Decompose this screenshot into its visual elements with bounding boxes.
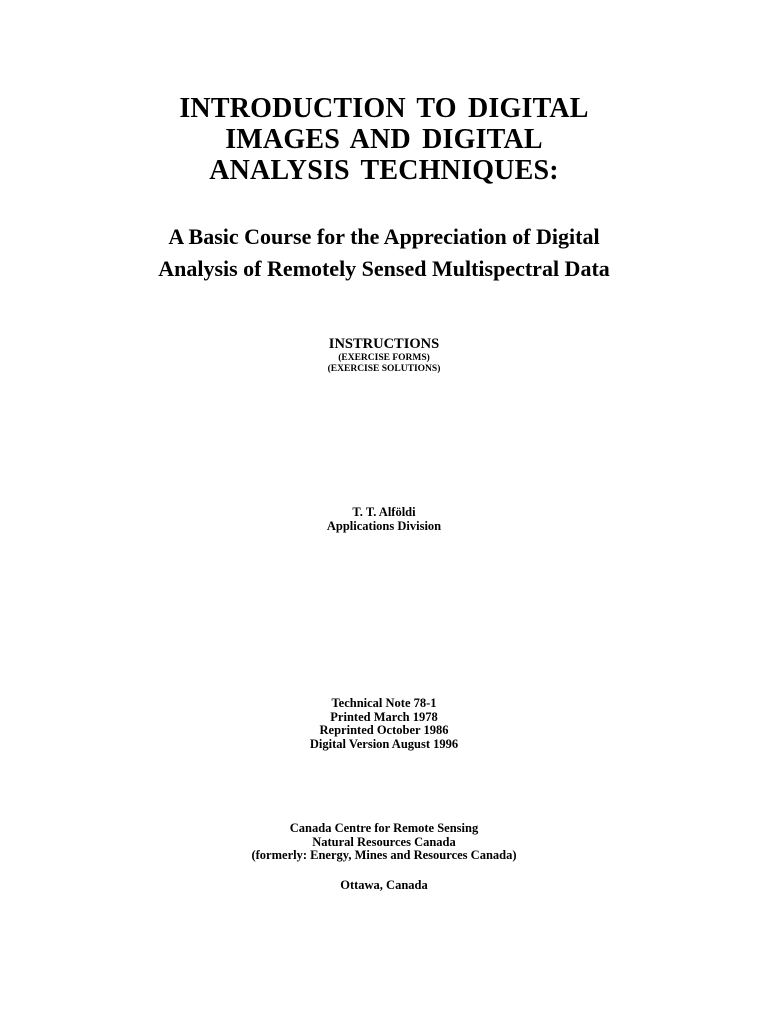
instructions-item: (EXERCISE SOLUTIONS): [327, 364, 441, 374]
author-division: Applications Division: [326, 519, 442, 533]
title-line: IMAGES AND DIGITAL: [225, 124, 543, 155]
subtitle-line: Analysis of Remotely Sensed Multispectral Data: [158, 256, 610, 281]
location-text: Ottawa, Canada: [340, 878, 428, 892]
author-block: [0, 505, 768, 533]
publication-line: Printed March 1978: [330, 709, 438, 724]
publication-line: Reprinted October 1986: [319, 723, 449, 737]
organization-line: Canada Centre for Remote Sensing: [289, 821, 479, 835]
publication-line: Technical Note 78-1: [331, 696, 437, 710]
instructions-item: (EXERCISE FORMS): [338, 353, 430, 363]
document-subtitle: [0, 221, 768, 285]
title-line: ANALYSIS TECHNIQUES:: [209, 155, 559, 186]
instructions-block: [0, 335, 768, 375]
publication-info: [0, 697, 768, 751]
instructions-heading: INSTRUCTIONS: [328, 336, 440, 352]
title-line: INTRODUCTION TO DIGITAL: [179, 93, 589, 124]
organization-line: (formerly: Energy, Mines and Resources Canada): [251, 848, 517, 862]
document-title: [0, 93, 768, 186]
location: [0, 878, 768, 892]
author-name: T. T. Alföldi: [352, 505, 416, 519]
subtitle-line: A Basic Course for the Appreciation of Digital: [168, 224, 600, 249]
organization-line: Natural Resources Canada: [312, 834, 456, 849]
organization-block: [0, 822, 768, 863]
publication-line: Digital Version August 1996: [309, 736, 459, 751]
